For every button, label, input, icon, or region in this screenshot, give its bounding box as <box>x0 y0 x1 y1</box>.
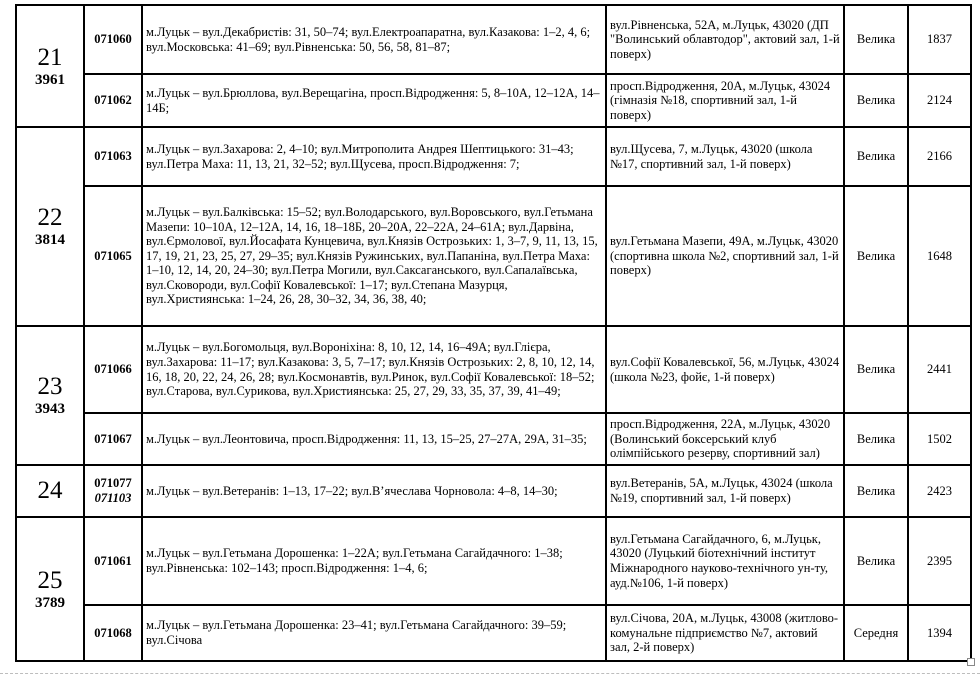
district-cell <box>16 465 84 517</box>
district-votes: 3961 <box>35 71 65 88</box>
station-size: Велика <box>844 465 908 517</box>
station-voters: 2166 <box>908 127 971 186</box>
table-row <box>16 517 971 605</box>
station-address: просп.Відродження, 20А, м.Луцьк, 43024 (гімназія №18, спортивний зал, 1-й поверх) <box>606 74 844 127</box>
station-streets: м.Луцьк – вул.Леонтовича, просп.Відродження: 11, 13, 15–25, 27–27А, 29А, 31–35; <box>142 413 606 465</box>
station-code: 071065 <box>84 186 142 326</box>
station-code: 071068 <box>84 605 142 661</box>
station-address: вул.Щусева, 7, м.Луцьк, 43020 (школа №17, спортивний зал, 1-й поверх) <box>606 127 844 186</box>
table-row <box>16 465 971 517</box>
station-streets: м.Луцьк – вул.Декабристів: 31, 50–74; вул.Електроапаратна, вул.Казакова: 1–2, 4, 6; вул.Московська: 41–69; вул.Рівненська: 50, 56, 58, 81–87; <box>142 5 606 74</box>
station-address: вул.Рівненська, 52А, м.Луцьк, 43020 (ДП "Волинський облавтодор", актовий зал, 1-й поверх) <box>606 5 844 74</box>
station-code-cell <box>84 465 142 517</box>
station-size: Велика <box>844 517 908 605</box>
district-votes: 3814 <box>35 232 65 248</box>
station-size: Велика <box>844 326 908 413</box>
station-code: 071077 <box>94 476 132 491</box>
station-code: 071063 <box>84 127 142 186</box>
page-edge-divider <box>0 673 980 674</box>
station-address: вул.Ветеранів, 5А, м.Луцьк, 43024 (школа №19, спортивний зал, 1-й поверх) <box>606 465 844 517</box>
table-resize-handle[interactable] <box>967 658 975 666</box>
district-cell <box>16 517 84 661</box>
station-voters: 2423 <box>908 465 971 517</box>
station-size: Велика <box>844 74 908 127</box>
district-cell <box>16 127 84 326</box>
station-code-alt: 071103 <box>94 491 132 505</box>
district-number: 23 <box>37 373 63 400</box>
station-streets: м.Луцьк – вул.Захарова: 2, 4–10; вул.Митрополита Андрея Шептицького: 31–43; вул.Петра Маха: 11, 13, 21, 32–52; вул.Щусева, просп.Відродження: 7; <box>142 127 606 186</box>
district-cell <box>16 5 84 127</box>
station-size: Велика <box>844 413 908 465</box>
station-address: вул.Гетьмана Мазепи, 49А, м.Луцьк, 43020 (спортивна школа №2, спортивний зал, 1-й поверх) <box>606 186 844 326</box>
table-row <box>16 605 971 661</box>
station-voters: 1648 <box>908 186 971 326</box>
station-address: вул.Гетьмана Сагайдачного, 6, м.Луцьк, 43020 (Луцький біотехнічний інститут Міжнародного науково-технічного ун-ту, ауд.№106, 1-й поверх) <box>606 517 844 605</box>
station-code: 071067 <box>84 413 142 465</box>
table-row <box>16 5 971 74</box>
station-code: 071062 <box>84 74 142 127</box>
district-number: 25 <box>37 566 63 594</box>
polling-stations-table <box>15 4 972 662</box>
station-size: Велика <box>844 5 908 74</box>
district-number: 21 <box>37 43 63 71</box>
station-voters: 2441 <box>908 326 971 413</box>
station-streets: м.Луцьк – вул.Ветеранів: 1–13, 17–22; вул.В’ячеслава Чорновола: 4–8, 14–30; <box>142 465 606 517</box>
station-voters: 2124 <box>908 74 971 127</box>
station-address: вул.Січова, 20А, м.Луцьк, 43008 (житлово-комунальне підприємство №7, актовий зал, 2-й поверх) <box>606 605 844 661</box>
table-row <box>16 186 971 326</box>
station-code: 071066 <box>84 326 142 413</box>
station-streets: м.Луцьк – вул.Брюллова, вул.Верещагіна, просп.Відродження: 5, 8–10А, 12–12А, 14–14Б; <box>142 74 606 127</box>
station-size: Середня <box>844 605 908 661</box>
district-number: 22 <box>37 204 63 231</box>
table-row <box>16 326 971 413</box>
station-code: 071061 <box>84 517 142 605</box>
station-voters: 2395 <box>908 517 971 605</box>
station-address: просп.Відродження, 22А, м.Луцьк, 43020 (Волинський боксерський клуб олімпійського резерву, спортивний зал) <box>606 413 844 465</box>
table-row <box>16 74 971 127</box>
station-code: 071060 <box>84 5 142 74</box>
station-size: Велика <box>844 186 908 326</box>
station-address: вул.Софії Ковалевської, 56, м.Луцьк, 43024 (школа №23, фойє, 1-й поверх) <box>606 326 844 413</box>
table-row <box>16 413 971 465</box>
station-streets: м.Луцьк – вул.Богомольця, вул.Вороніхіна: 8, 10, 12, 14, 16–49А; вул.Глієра, вул.Захарова: 11–17; вул.Казакова: 3, 5, 7–17; вул.Князів Острозьких: 2, 8, 10, 12, 14, 16, 18, 20, 22, 24, 26, 28; вул.Космонавтів, вул.Ринок, вул.Софії Ковалевської: 18–52; вул.Старова, вул.Сурикова, вул.Християнська: 25, 27, 29, 33, 35, 37, 39, 41–49; <box>142 326 606 413</box>
district-votes: 3789 <box>35 594 65 611</box>
district-number: 24 <box>37 477 63 504</box>
station-streets: м.Луцьк – вул.Гетьмана Дорошенка: 1–22А; вул.Гетьмана Сагайдачного: 1–38; вул.Рівненська: 102–143; просп.Відродження: 1–4, 6; <box>142 517 606 605</box>
district-cell <box>16 326 84 465</box>
district-votes: 3943 <box>35 401 65 417</box>
station-voters: 1394 <box>908 605 971 661</box>
station-voters: 1837 <box>908 5 971 74</box>
table-row <box>16 127 971 186</box>
station-streets: м.Луцьк – вул.Балківська: 15–52; вул.Володарського, вул.Воровського, вул.Гетьмана Мазепи: 10–10А, 12–12А, 14, 16, 18–18Б, 20–20А, 22–22А, 24–61А; вул.Дарвіна, вул.Єрмолової, вул.Йосафата Кунцевича, вул.Князів Острозьких: 1, 3–7, 9, 11, 13, 15, 17, 19, 21, 23, 25, 27, 29–35; вул.Князів Ружинських, вул.Папаніна, вул.Петра Маха: 1–10, 12, 14, 20, 24–30; вул.Петра Могили, вул.Саксаганського, вул.Сапалаївська, вул.Сковороди, вул.Софії Ковалевської: 1–17; вул.Степана Мазурця, вул.Християнська: 1–24, 26, 28, 30–32, 34, 36, 38, 40; <box>142 186 606 326</box>
station-voters: 1502 <box>908 413 971 465</box>
station-streets: м.Луцьк – вул.Гетьмана Дорошенка: 23–41; вул.Гетьмана Сагайдачного: 39–59; вул.Січова <box>142 605 606 661</box>
station-size: Велика <box>844 127 908 186</box>
